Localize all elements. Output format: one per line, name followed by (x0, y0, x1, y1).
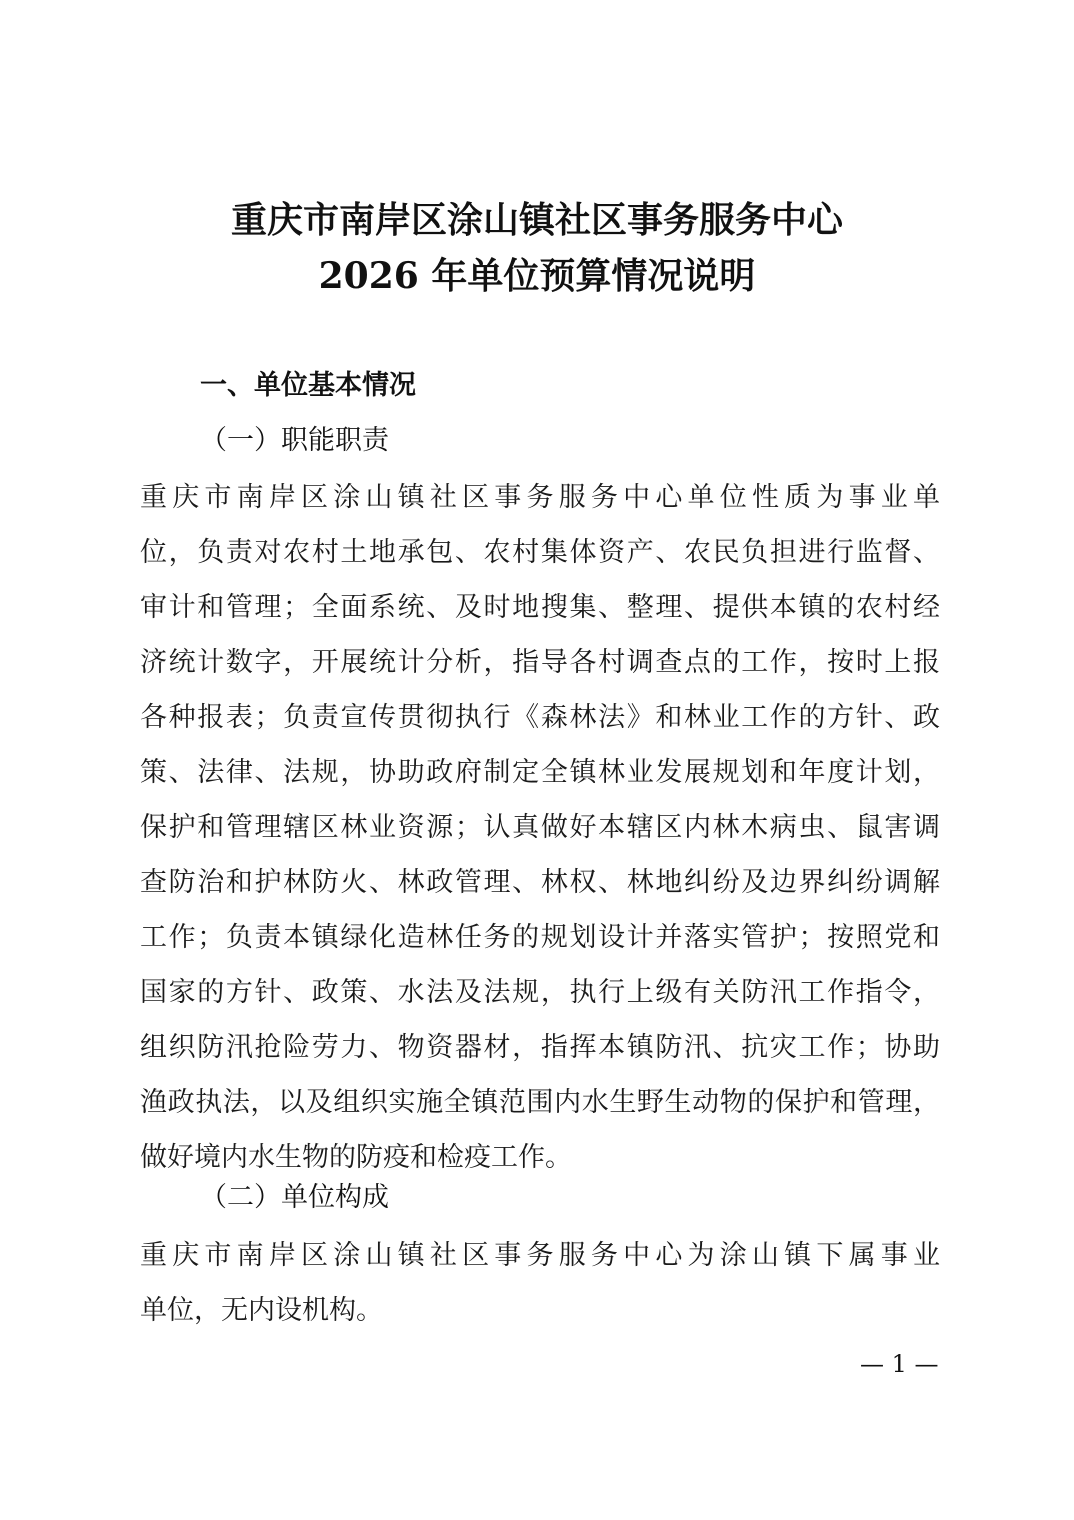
paragraph-line: 济统计数字，开展统计分析，指导各村调查点的工作，按时上报 (140, 647, 940, 678)
subsection-heading-functions: （一）职能职责 (200, 425, 389, 456)
paragraph-line: 渔政执法，以及组织实施全镇范围内水生野生动物的保护和管理， (140, 1087, 940, 1118)
paragraph-line: 策、法律、法规，协助政府制定全镇林业发展规划和年度计划， (140, 757, 940, 788)
paragraph-line: 组织防汛抢险劳力、物资器材，指挥本镇防汛、抗灾工作；协助 (140, 1032, 940, 1063)
paragraph-line: 保护和管理辖区林业资源；认真做好本辖区内林木病虫、鼠害调 (140, 812, 940, 843)
paragraph-composition (140, 1228, 940, 1338)
paragraph-line: 各种报表；负责宣传贯彻执行《森林法》和林业工作的方针、政 (140, 702, 940, 733)
section-heading-basic-info: 一、单位基本情况 (200, 370, 416, 401)
paragraph-line: 位，负责对农村土地承包、农村集体资产、农民负担进行监督、 (140, 537, 940, 568)
paragraph-line: 审计和管理；全面系统、及时地搜集、整理、提供本镇的农村经 (140, 592, 940, 623)
paragraph-line: 重庆市南岸区涂山镇社区事务服务中心单位性质为事业单 (140, 482, 940, 513)
paragraph-line: 国家的方针、政策、水法及法规，执行上级有关防汛工作指令， (140, 977, 940, 1008)
paragraph-line: 做好境内水生物的防疫和检疫工作。 (140, 1142, 572, 1173)
subsection-heading-composition: （二）单位构成 (200, 1182, 389, 1213)
paragraph-line: 单位，无内设机构。 (140, 1295, 383, 1326)
paragraph-line: 工作；负责本镇绿化造林任务的规划设计并落实管护；按照党和 (140, 922, 940, 953)
paragraph-functions (140, 470, 940, 1185)
document-title-line1: 重庆市南岸区涂山镇社区事务服务中心 (230, 199, 843, 241)
paragraph-line: 查防治和护林防火、林政管理、林权、林地纠纷及边界纠纷调解 (140, 867, 940, 898)
document-title-line2: 2026 年单位预算情况说明 (318, 255, 756, 297)
page-number: — 1 — (860, 1350, 939, 1378)
paragraph-line: 重庆市南岸区涂山镇社区事务服务中心为涂山镇下属事业 (140, 1240, 940, 1271)
